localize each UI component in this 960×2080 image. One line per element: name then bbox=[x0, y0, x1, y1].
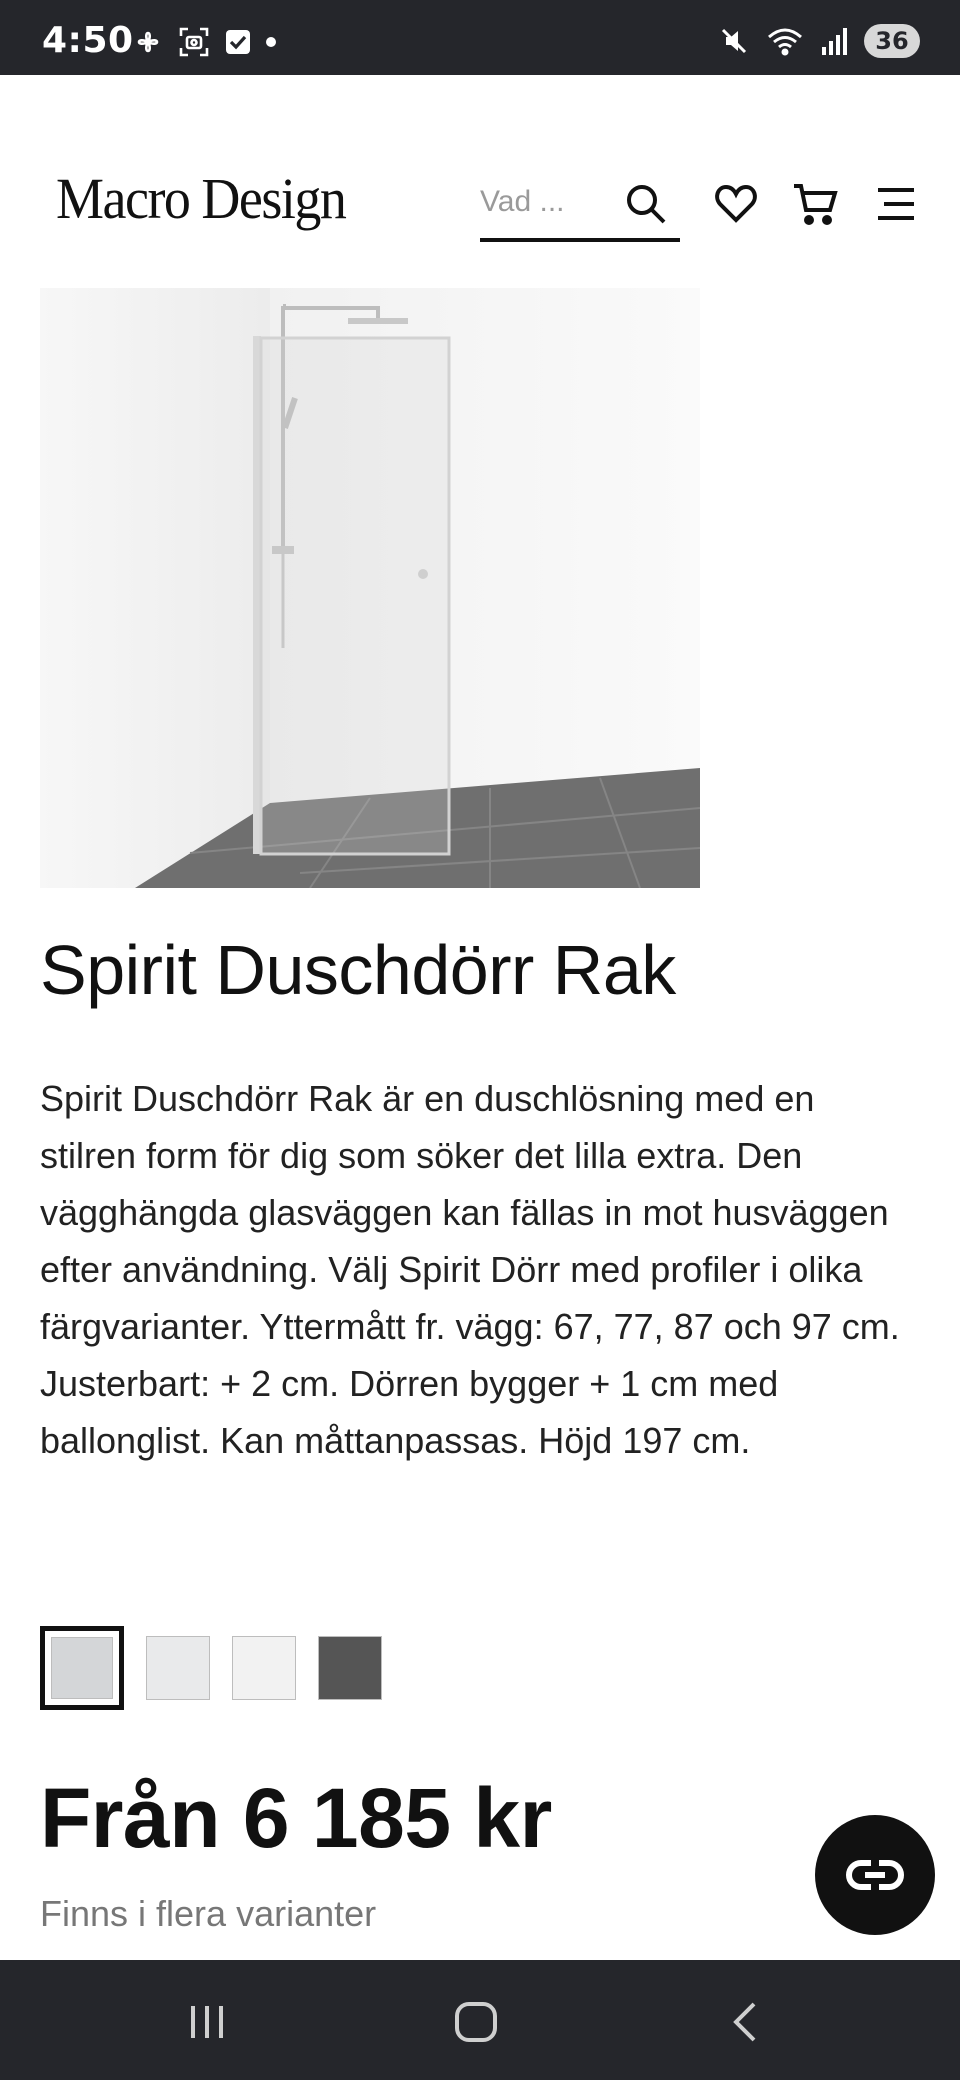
product-image[interactable] bbox=[40, 288, 700, 888]
status-bar bbox=[0, 0, 960, 75]
search-bar bbox=[480, 170, 680, 242]
product-description: Spirit Duschdörr Rak är en duschlösning med en stilren form för dig som söker det lilla extra. Den vägghängda glasväggen kan fällas in mot husväggen efter användning. Välj Spirit Dörr med profiler i olika färgvarianter. Yttermått fr. vägg: 67, 77, 87 och 97 cm. Justerbart: + 2 cm. Dörren bygger + 1 cm med ballonglist. Kan måttanpassas. Höjd 197 cm. bbox=[40, 1078, 900, 1461]
battery-icon: 36 bbox=[864, 24, 920, 58]
heart-icon[interactable] bbox=[712, 180, 760, 228]
signal-icon bbox=[820, 25, 848, 57]
color-swatches bbox=[40, 1626, 382, 1710]
dot-icon bbox=[266, 37, 276, 47]
mute-icon bbox=[718, 25, 750, 57]
variants-note: Finns i flera varianter bbox=[40, 1893, 377, 1934]
site-logo[interactable]: Macro Design bbox=[56, 166, 346, 231]
product-price: Från 6 185 kr bbox=[40, 1771, 552, 1865]
search-input[interactable] bbox=[480, 180, 620, 224]
swatch-2[interactable] bbox=[146, 1636, 210, 1700]
home-icon[interactable] bbox=[452, 1998, 500, 2046]
shower-door-photo bbox=[40, 288, 700, 888]
swatch-3[interactable] bbox=[232, 1636, 296, 1700]
swatch-1-fill bbox=[51, 1637, 113, 1699]
search-icon[interactable] bbox=[624, 182, 668, 226]
product-title: Spirit Duschdörr Rak bbox=[40, 931, 676, 1009]
pinwheel-icon bbox=[132, 26, 164, 58]
wifi-icon bbox=[766, 25, 804, 57]
recent-apps-icon[interactable] bbox=[183, 1998, 231, 2046]
status-icons-left bbox=[132, 26, 276, 58]
status-time: 4:50 bbox=[42, 20, 134, 61]
chat-button[interactable] bbox=[815, 1815, 935, 1935]
status-icons-right bbox=[718, 24, 920, 58]
chat-link-icon bbox=[843, 1855, 907, 1895]
swatch-1[interactable] bbox=[40, 1626, 124, 1710]
back-icon[interactable] bbox=[722, 1998, 770, 2046]
screenshot-icon bbox=[178, 26, 210, 58]
site-header bbox=[0, 75, 960, 285]
swatch-4[interactable] bbox=[318, 1636, 382, 1700]
menu-icon[interactable] bbox=[872, 180, 920, 228]
system-nav-bar bbox=[0, 1960, 960, 2080]
cart-icon[interactable] bbox=[792, 180, 840, 228]
checkbox-icon bbox=[224, 28, 252, 56]
